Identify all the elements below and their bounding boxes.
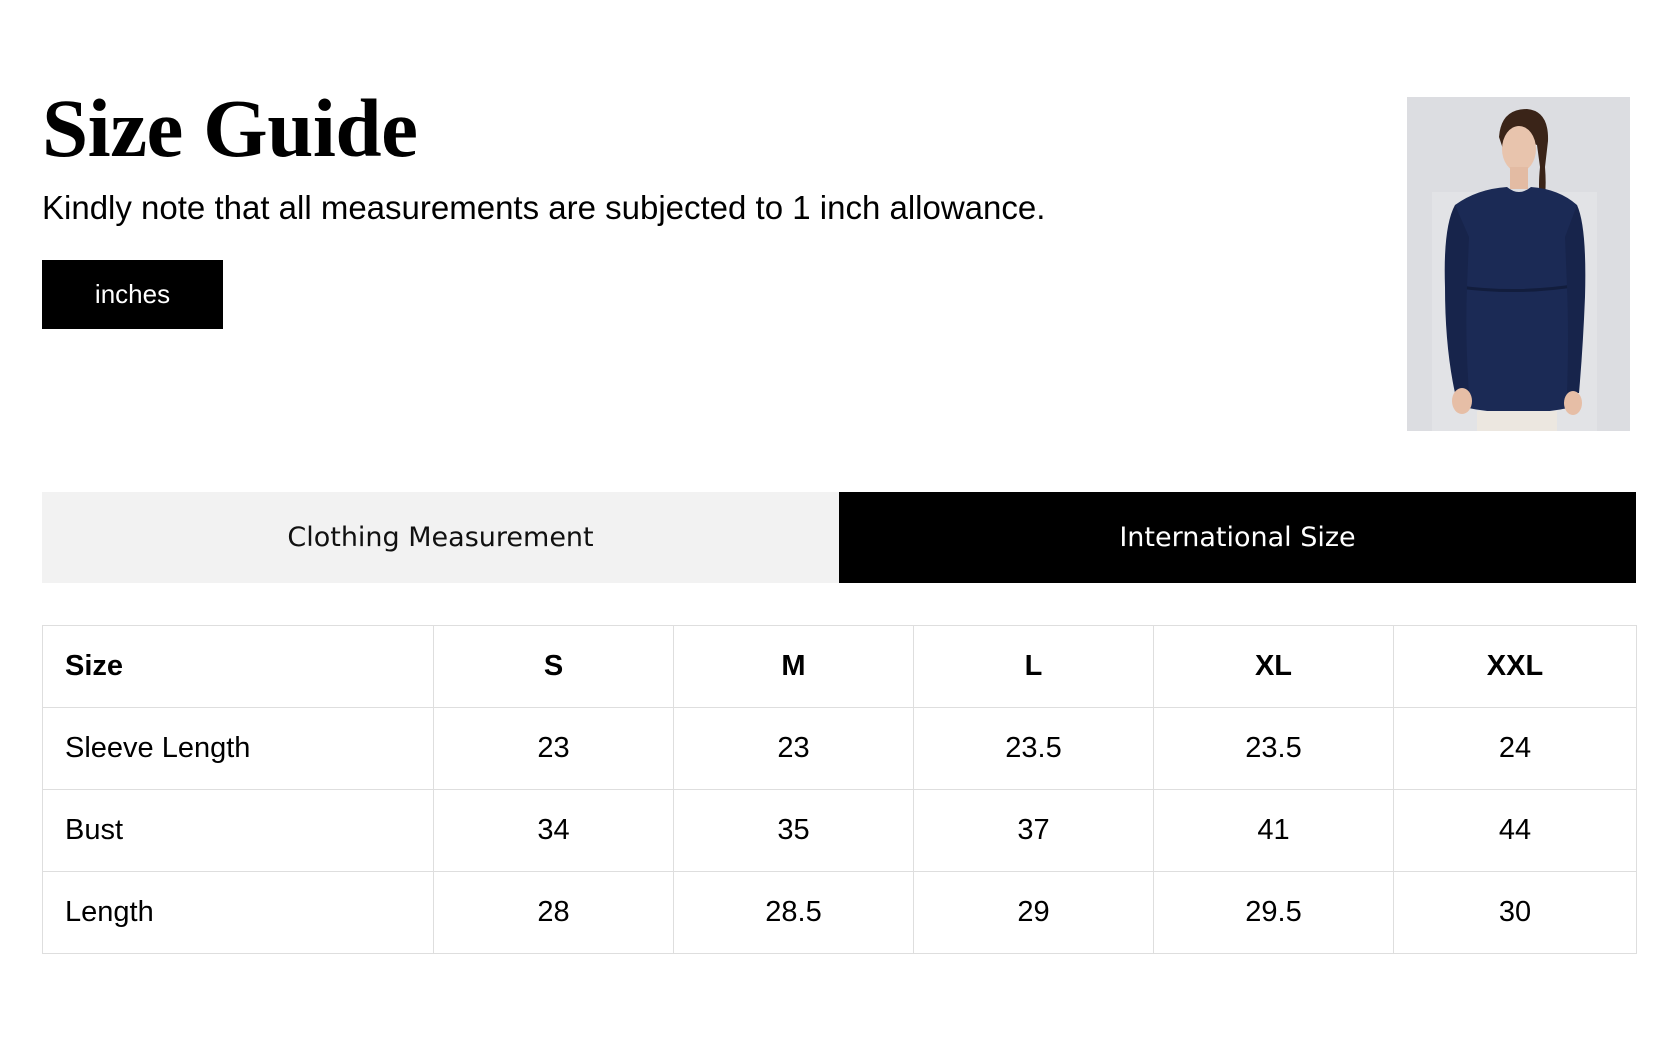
tab-international-size[interactable]: International Size: [839, 492, 1636, 583]
table-cell: 23: [674, 708, 914, 790]
table-cell: 34: [434, 790, 674, 872]
size-table: [42, 625, 1637, 954]
table-cell: 23.5: [1154, 708, 1394, 790]
table-header-cell: M: [674, 626, 914, 708]
table-row: [43, 872, 1637, 954]
table-row-label: Sleeve Length: [43, 708, 434, 790]
size-tabs: [42, 492, 1636, 583]
table-cell: 23.5: [914, 708, 1154, 790]
table-header-cell: L: [914, 626, 1154, 708]
table-cell: 28: [434, 872, 674, 954]
table-cell: 28.5: [674, 872, 914, 954]
table-row: [43, 790, 1637, 872]
table-cell: 41: [1154, 790, 1394, 872]
table-row: [43, 708, 1637, 790]
tab-clothing-measurement[interactable]: Clothing Measurement: [42, 492, 839, 583]
table-header-row: [43, 626, 1637, 708]
product-photo: [1407, 97, 1630, 431]
table-cell: 37: [914, 790, 1154, 872]
table-cell: 35: [674, 790, 914, 872]
model-illustration: [1407, 97, 1630, 431]
table-cell: 24: [1394, 708, 1637, 790]
table-row-label: Length: [43, 872, 434, 954]
table-row-label: Bust: [43, 790, 434, 872]
table-header-cell: XXL: [1394, 626, 1637, 708]
table-header-cell: Size: [43, 626, 434, 708]
table-header-cell: S: [434, 626, 674, 708]
table-cell: 23: [434, 708, 674, 790]
page-title: Size Guide: [42, 82, 418, 174]
table-cell: 44: [1394, 790, 1637, 872]
allowance-note: Kindly note that all measurements are subjected to 1 inch allowance.: [42, 189, 1046, 226]
table-cell: 29: [914, 872, 1154, 954]
table-header-cell: XL: [1154, 626, 1394, 708]
table-cell: 30: [1394, 872, 1637, 954]
unit-toggle-button[interactable]: inches: [42, 260, 223, 329]
table-cell: 29.5: [1154, 872, 1394, 954]
